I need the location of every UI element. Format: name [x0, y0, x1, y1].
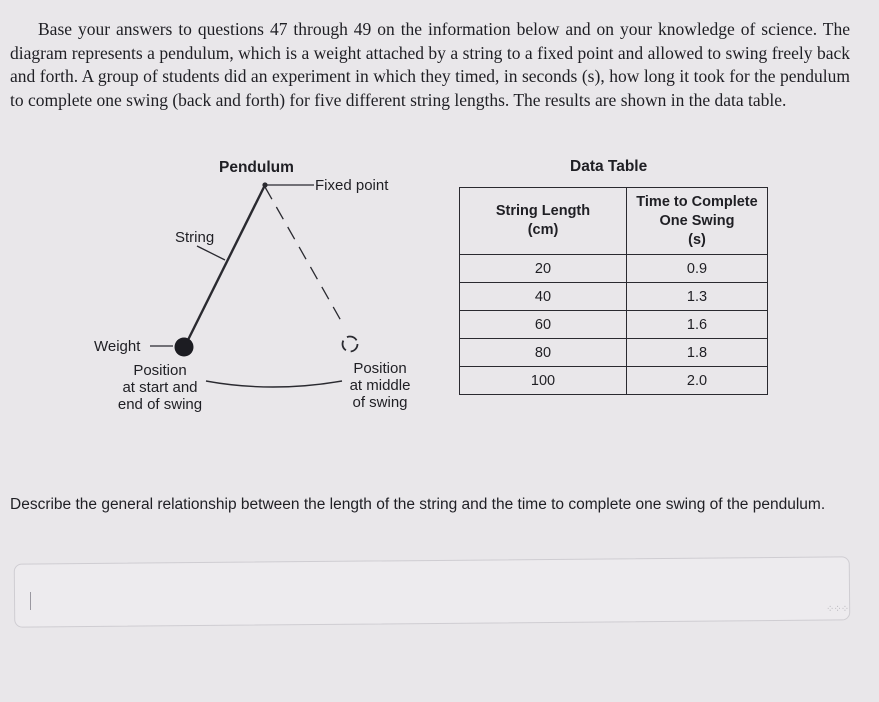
pendulum-title: Pendulum: [219, 159, 294, 176]
text-cursor: [30, 592, 31, 610]
data-table: [459, 187, 768, 395]
question-text: Describe the general relationship between the length of the string and the time to complete one swing of the pendulum.: [10, 496, 826, 513]
table-header-row: [460, 188, 768, 255]
intro-paragraph: Base your answers to questions 47 through 49 on the information below and on your knowledge of science. The diagram represents a pendulum, which is a weight attached by a string to a fixed point and allowed to swing freely back and forth. A group of students did an experiment in which they timed, in seconds (s), how long it took for the pendulum to complete one swing (back and forth) for five different string lengths. The results are shown in the data table.: [10, 19, 850, 110]
data-table-title: Data Table: [570, 158, 648, 175]
resize-handle-icon[interactable]: ⁘⁘⁘: [826, 604, 849, 615]
table-row: 100 2.0: [460, 367, 768, 395]
dashed-string: [265, 187, 344, 326]
fixed-point-label: Fixed point: [315, 177, 389, 194]
table-row: 60 1.6: [460, 311, 768, 339]
string-line: [185, 185, 265, 346]
table-row: 40 1.3: [460, 283, 768, 311]
pendulum-diagram: [0, 150, 440, 440]
weight-label: Weight: [94, 338, 141, 355]
answer-input[interactable]: [14, 556, 851, 627]
string-label: String: [175, 229, 215, 246]
middle-position-label: Position at middle of swing: [349, 360, 411, 411]
string-pointer: [197, 246, 225, 260]
weight-bob-middle: [343, 337, 358, 352]
weight-bob: [175, 338, 194, 357]
table-row: 20 0.9: [460, 255, 768, 283]
column-header-length: String Length (cm): [460, 188, 627, 255]
column-header-time: Time to Complete One Swing (s): [627, 188, 768, 255]
table-row: 80 1.8: [460, 339, 768, 367]
swing-arc: [206, 381, 342, 387]
start-position-label: Position at start and end of swing: [117, 362, 203, 413]
